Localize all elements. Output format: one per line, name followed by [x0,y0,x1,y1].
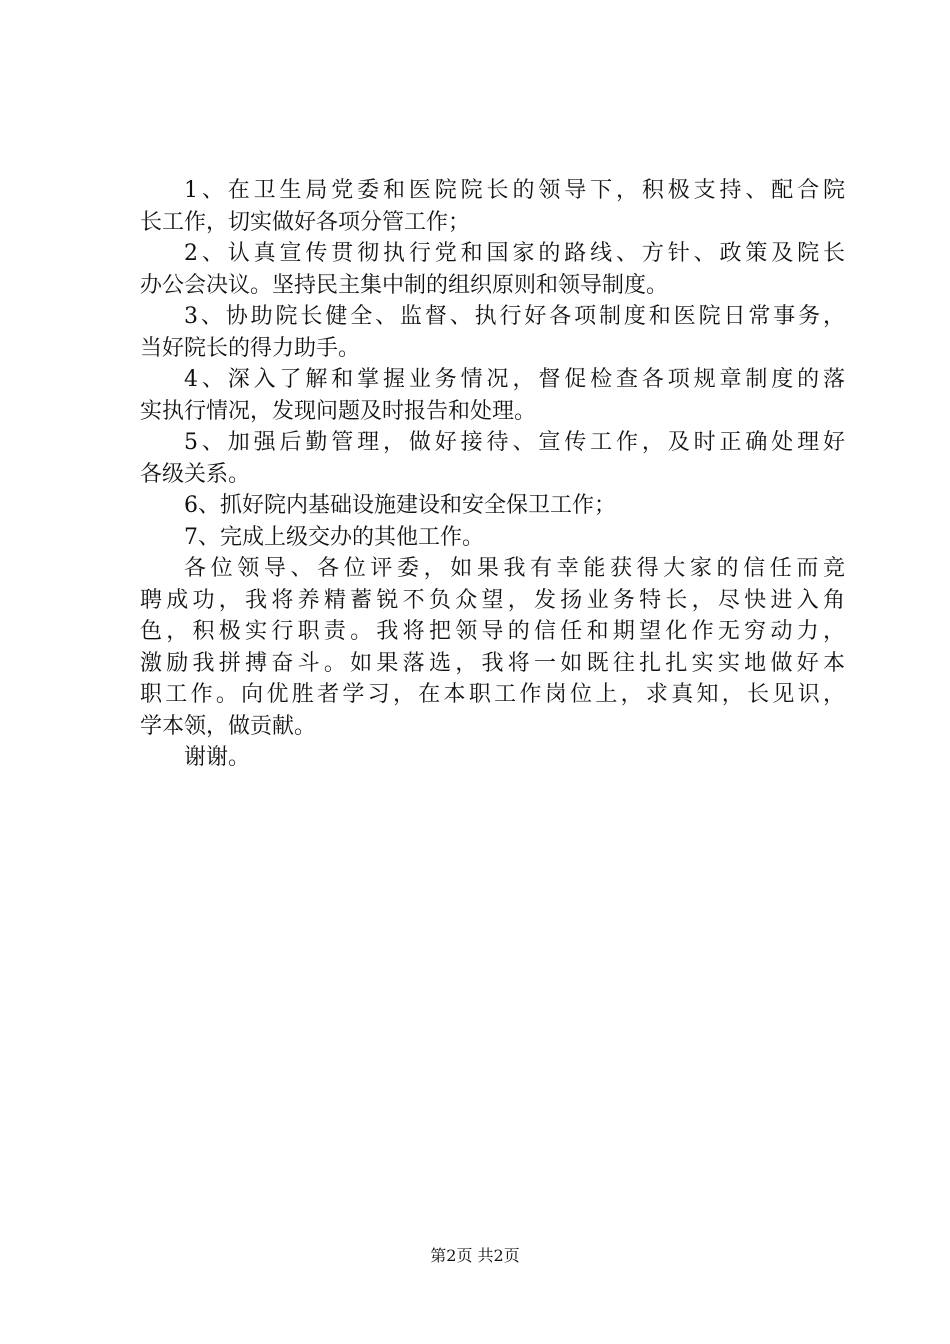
paragraph-line: 实执行情况，发现问题及时报告和处理。 [140,398,537,424]
paragraph-closing-statement [140,553,845,742]
paragraph-line: 谢谢。 [184,745,251,770]
document-body [140,175,845,774]
page-footer: 第2页 共2页 [430,1246,520,1265]
paragraph-thanks [140,742,845,774]
paragraph-line: 1、在卫生局党委和医院院长的领导下，积极支持、配合院 [184,178,845,203]
paragraph-line: 办公会决议。坚持民主集中制的组织原则和领导制度。 [140,272,669,298]
paragraph-line: 3、协助院长健全、监督、执行好各项制度和医院日常事务， [184,304,845,329]
paragraph-line: 各位领导、各位评委，如果我有幸能获得大家的信任而竞 [184,556,845,581]
paragraph-duty-5 [140,427,845,490]
paragraph-line: 7、完成上级交办的其他工作。 [184,524,484,550]
paragraph-line: 5、加强后勤管理，做好接待、宣传工作，及时正确处理好 [184,430,845,455]
paragraph-duty-1 [140,175,845,238]
paragraph-duty-3 [140,301,845,364]
paragraph-line: 激励我拼搏奋斗。如果落选，我将一如既往扎扎实实地做好本 [140,650,845,676]
paragraph-line: 色，积极实行职责。我将把领导的信任和期望化作无穷动力， [140,619,845,644]
paragraph-duty-4 [140,364,845,427]
paragraph-line: 2、认真宣传贯彻执行党和国家的路线、方针、政策及院长 [184,241,845,266]
paragraph-duty-7 [140,522,845,554]
paragraph-line: 各级关系。 [140,461,251,487]
paragraph-line: 当好院长的得力助手。 [140,335,361,361]
paragraph-line: 学本领，做贡献。 [140,713,317,739]
paragraph-line: 职工作。向优胜者学习，在本职工作岗位上，求真知，长见识， [140,682,845,707]
paragraph-line: 6、抓好院内基础设施建设和安全保卫工作； [184,493,616,518]
paragraph-line: 4、深入了解和掌握业务情况，督促检查各项规章制度的落 [184,367,845,392]
paragraph-line: 长工作，切实做好各项分管工作； [140,209,471,235]
paragraph-duty-6 [140,490,845,522]
paragraph-line: 聘成功，我将养精蓄锐不负众望，发扬业务特长，尽快进入角 [140,587,845,613]
paragraph-duty-2 [140,238,845,301]
